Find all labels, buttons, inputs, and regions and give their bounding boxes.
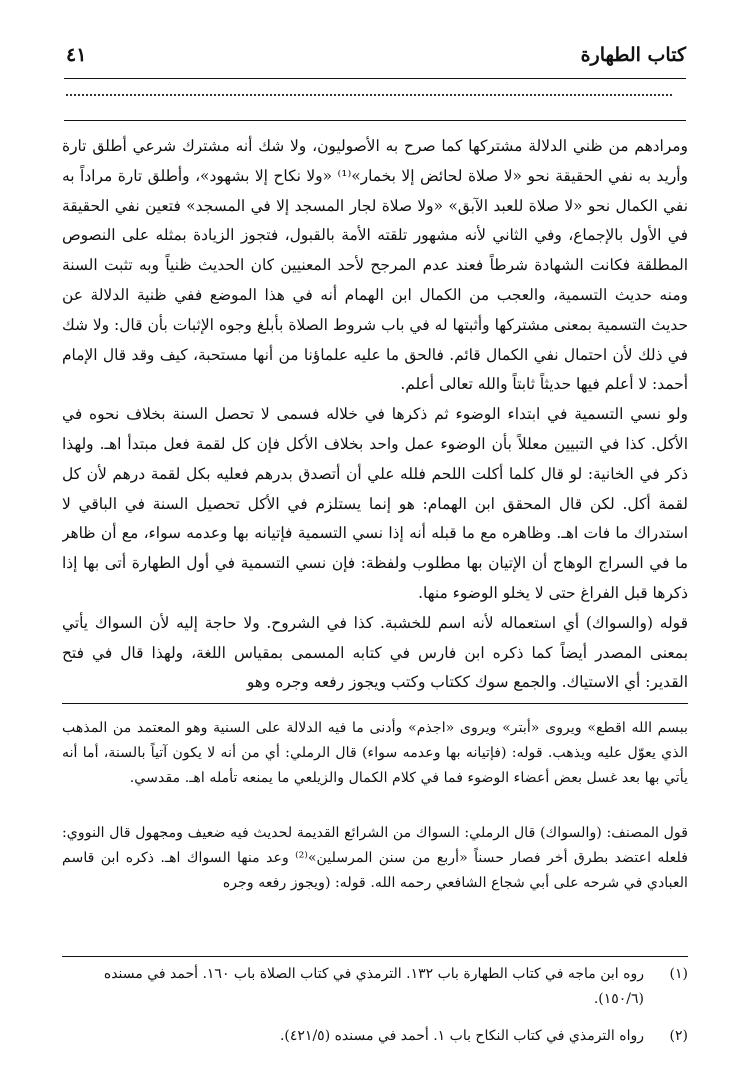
dotted-rule bbox=[66, 94, 672, 96]
footnote-text: رواه الترمذي في كتاب النكاح باب ١. أحمد في مسنده (٤٢١/٥). bbox=[279, 1028, 644, 1044]
main-paragraph: قوله (والسواك) أي استعماله لأنه اسم للخشبة. كذا في الشروح. ولا حاجة إليه لأن السواك يأتي بمعنى المصدر أيضاً كما ذكره ابن فارس في كتابه المسمى بمقياس اللغة، ولهذا قال في فتح القدير: أي الاستياك. والجمع سوك ككتاب وكتب ويجوز رفعه وجره وهو bbox=[62, 613, 688, 692]
footnote bbox=[62, 962, 688, 1012]
footnote-number: (١) bbox=[669, 966, 688, 982]
book-title: كتاب الطهارة bbox=[580, 44, 686, 66]
footnote-separator bbox=[62, 956, 688, 957]
footnote-number: (٢) bbox=[669, 1028, 688, 1044]
footnote-text: روه ابن ماجه في كتاب الطهارة باب ١٣٢. الترمذي في كتاب الصلاة باب ١٦٠. أحمد في مسنده (١٥٠/٦). bbox=[103, 966, 644, 1007]
page-header bbox=[64, 34, 686, 74]
main-paragraph: ومرادهم من ظني الدلالة مشتركها كما صرح به الأصوليون، ولا شك أنه مشترك شرعي أطلق تارة وأريد به نفي الحقيقة نحو «لا صلاة لحائض إلا بخمار»⁽¹⁾ «ولا نكاح إلا بشهود»، وأطلق تارة مراداً به نفي الكمال نحو «لا صلاة للعبد الآبق» «ولا صلاة لجار المسجد إلا في المسجد» فتعين نفي الحقيقة في الأول بالإجماع، وفي الثاني لأنه مشهور تلقته الأمة بالقبول، فتجوز الزيادة بمثله على النصوص المطلقة فكانت الشهادة شرطاً فعند عدم المرجح لأحد المعنيين كان الحديث ظنياً وبه تثبت السنة ومنه حديث التسمية، والعجب من الكمال ابن الهمام أنه في هذا الموضع ففي ظنية الدلالة عن حديث التسمية بمعنى مشتركها وأثبتها له في باب شروط الصلاة بأبلغ وجوه الإثبات بأن قال: ولا شك في ذلك لأن احتمال نفي الكمال قائم. فالحق ما عليه علماؤنا من أنها مستحبة، كيف وقد قال الإمام أحمد: لا أعلم فيها حديثاً ثابتاً والله تعالى أعلم. bbox=[62, 137, 688, 394]
footnote bbox=[62, 1024, 688, 1049]
commentary-separator bbox=[62, 703, 688, 704]
header-rule bbox=[64, 78, 686, 79]
main-paragraph: ولو نسي التسمية في ابتداء الوضوء ثم ذكرها في خلاله فسمى لا تحصل السنة بخلاف نحوه في الأكل. كذا في التبيين معللاً بأن الوضوء عمل واحد بخلاف الأكل فإن كل لقمة فعل مبتدأ اهـ. ولهذا ذكر في الخانية: لو قال كلما أكلت اللحم فلله علي أن أتصدق بدرهم فعليه بكل لقمة درهم لأن كل لقمة أكل. لكن قال المحقق ابن الهمام: هو إنما يستلزم في الأكل تحصيل السنة في الباقي لا استدراك ما فات اهـ. وظاهره مع ما قبله أنه إذا نسي التسمية فإتيانه بها وعدمه سواء، مع أن ظاهر ما في السراج الوهاج أن الإتيان بها مطلوب ولفظة: فإن نسي التسمية في أول الطهارة أتى بها إذا ذكرها قبل الفراغ حتى لا يخلو الوضوء منها. bbox=[62, 405, 688, 602]
commentary-paragraph: قول المصنف: (والسواك) قال الرملي: السواك من الشرائع القديمة لحديث فيه ضعيف ومجهول قال النووي: فلعله اعتضد بطرق أخر فصار حسناً «أربع من سنن المرسلين»⁽²⁾ وعد منها السواك اهـ. ذكره ابن قاسم العبادي في شرحه على أبي شجاع الشافعي رحمه الله. قوله: (ويجوز رفعه وجره bbox=[62, 825, 688, 891]
commentary-paragraph: ببسم الله اقطع» ويروى «أبتر» ويروى «اجذم» وأدنى ما فيه الدلالة على السنية وهو المعتمد من المذهب الذي يعوّل عليه ويذهب. قوله: (فإتيانه بها وعدمه سواء) قال الرملي: أي من أنه لا يكون آتياً بالسنة، أما أنه يأتي بها بعد غسل بعض أعضاء الوضوء فما في كلام الكمال والزيلعي ما يمنعه تأمله اهـ. مقدسي. bbox=[62, 720, 688, 786]
page-number: ٤١ bbox=[66, 44, 87, 66]
footnotes bbox=[62, 962, 688, 1049]
commentary-text bbox=[62, 716, 688, 956]
main-text bbox=[62, 132, 688, 692]
top-rule bbox=[64, 120, 686, 121]
